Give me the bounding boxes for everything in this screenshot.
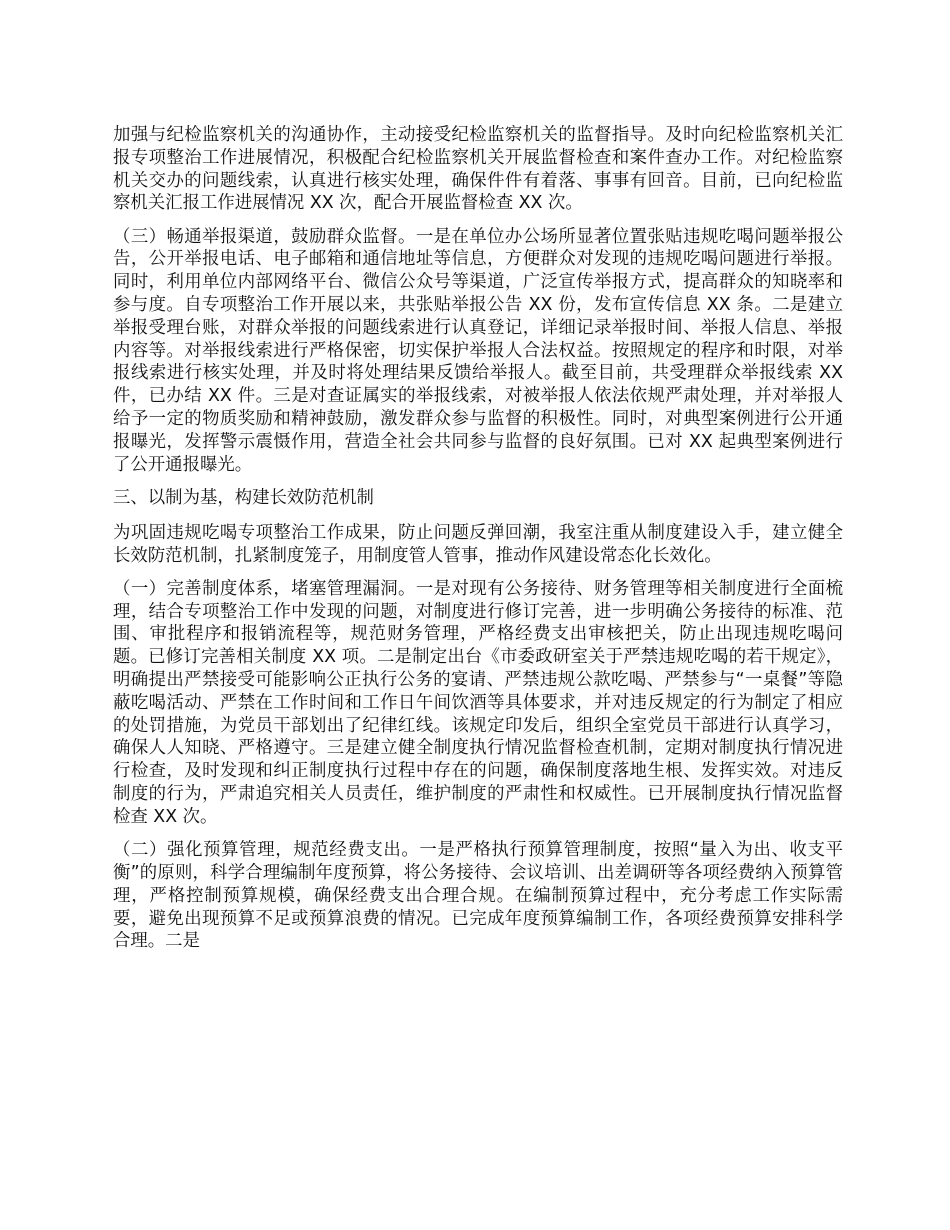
document-body	[113, 124, 843, 964]
section-heading-long-term-mechanism: 三、以制为基，构建长效防范机制	[113, 487, 374, 508]
paragraph-discipline-cooperation: 加强与纪检监察机关的沟通协作，主动接受纪检监察机关的监督指导。及时向纪检监察机关汇报专项整治工作进展情况，积极配合纪检监察机关开展监督检查和案件查办工作。对纪检监察机关交办的问题线索，认真进行核实处理，确保件件有着落、事事有回音。目前，已向纪检监察机关汇报工作进展情况 XX 次，配合开展监督检查 XX 次。	[113, 125, 843, 214]
paragraph-budget-management: （二）强化预算管理，规范经费支出。一是严格执行预算管理制度，按照“量入为出、收支平衡”的原则，科学合理编制年度预算，将公务接待、会议培训、出差调研等各项经费纳入预算管理，严格控制预算规模，确保经费支出合理合规。在编制预算过程中，充分考虑工作实际需要，避免出现预算不足或预算浪费的情况。已完成年度预算编制工作，各项经费预算安排科学合理。二是	[113, 840, 843, 952]
paragraph-section-intro: 为巩固违规吃喝专项整治工作成果，防止问题反弹回潮，我室注重从制度建设入手，建立健全长效防范机制，扎紧制度笼子，用制度管人管事，推动作风建设常态化长效化。	[113, 522, 843, 566]
paragraph-reporting-channels: （三）畅通举报渠道，鼓励群众监督。一是在单位办公场所显著位置张贴违规吃喝问题举报公告，公开举报电话、电子邮箱和通信地址等信息，方便群众对发现的违规吃喝问题进行举报。同时，利用单位内部网络平台、微信公众号等渠道，广泛宣传举报方式，提高群众的知晓率和参与度。自专项整治工作开展以来，共张贴举报公告 XX 份，发布宣传信息 XX 条。二是建立举报受理台账，对群众举报的问题线索进行认真登记，详细记录举报时间、举报人信息、举报内容等。对举报线索进行严格保密，切实保护举报人合法权益。按照规定的程序和时限，对举报线索进行核实处理，并及时将处理结果反馈给举报人。截至目前，共受理群众举报线索 XX 件，已办结 XX 件。三是对查证属实的举报线索，对被举报人依法依规严肃处理，并对举报人给予一定的物质奖励和精神鼓励，激发群众参与监督的积极性。同时，对典型案例进行公开通报曝光，发挥警示震慑作用，营造全社会共同参与监督的良好氛围。已对 XX 起典型案例进行了公开通报曝光。	[113, 226, 843, 475]
paragraph-improve-system: （一）完善制度体系，堵塞管理漏洞。一是对现有公务接待、财务管理等相关制度进行全面梳理，结合专项整治工作中发现的问题，对制度进行修订完善，进一步明确公务接待的标准、范围、审批程序和报销流程等，规范财务管理，严格经费支出审核把关，防止出现违规吃喝问题。已修订完善相关制度 XX 项。二是制定出台《市委政研室关于严禁违规吃喝的若干规定》，明确提出严禁接受可能影响公正执行公务的宴请、严禁违规公款吃喝、严禁参与“一桌餐”等隐蔽吃喝活动、严禁在工作时间和工作日午间饮酒等具体要求，并对违反规定的行为制定了相应的处罚措施，为党员干部划出了纪律红线。该规定印发后，组织全室党员干部进行认真学习，确保人人知晓、严格遵守。三是建立健全制度执行情况监督检查机制，定期对制度执行情况进行检查，及时发现和纠正制度执行过程中存在的问题，确保制度落地生根、发挥实效。对违反制度的行为，严肃追究相关人员责任，维护制度的严肃性和权威性。已开展制度执行情况监督检查 XX 次。	[113, 578, 843, 827]
